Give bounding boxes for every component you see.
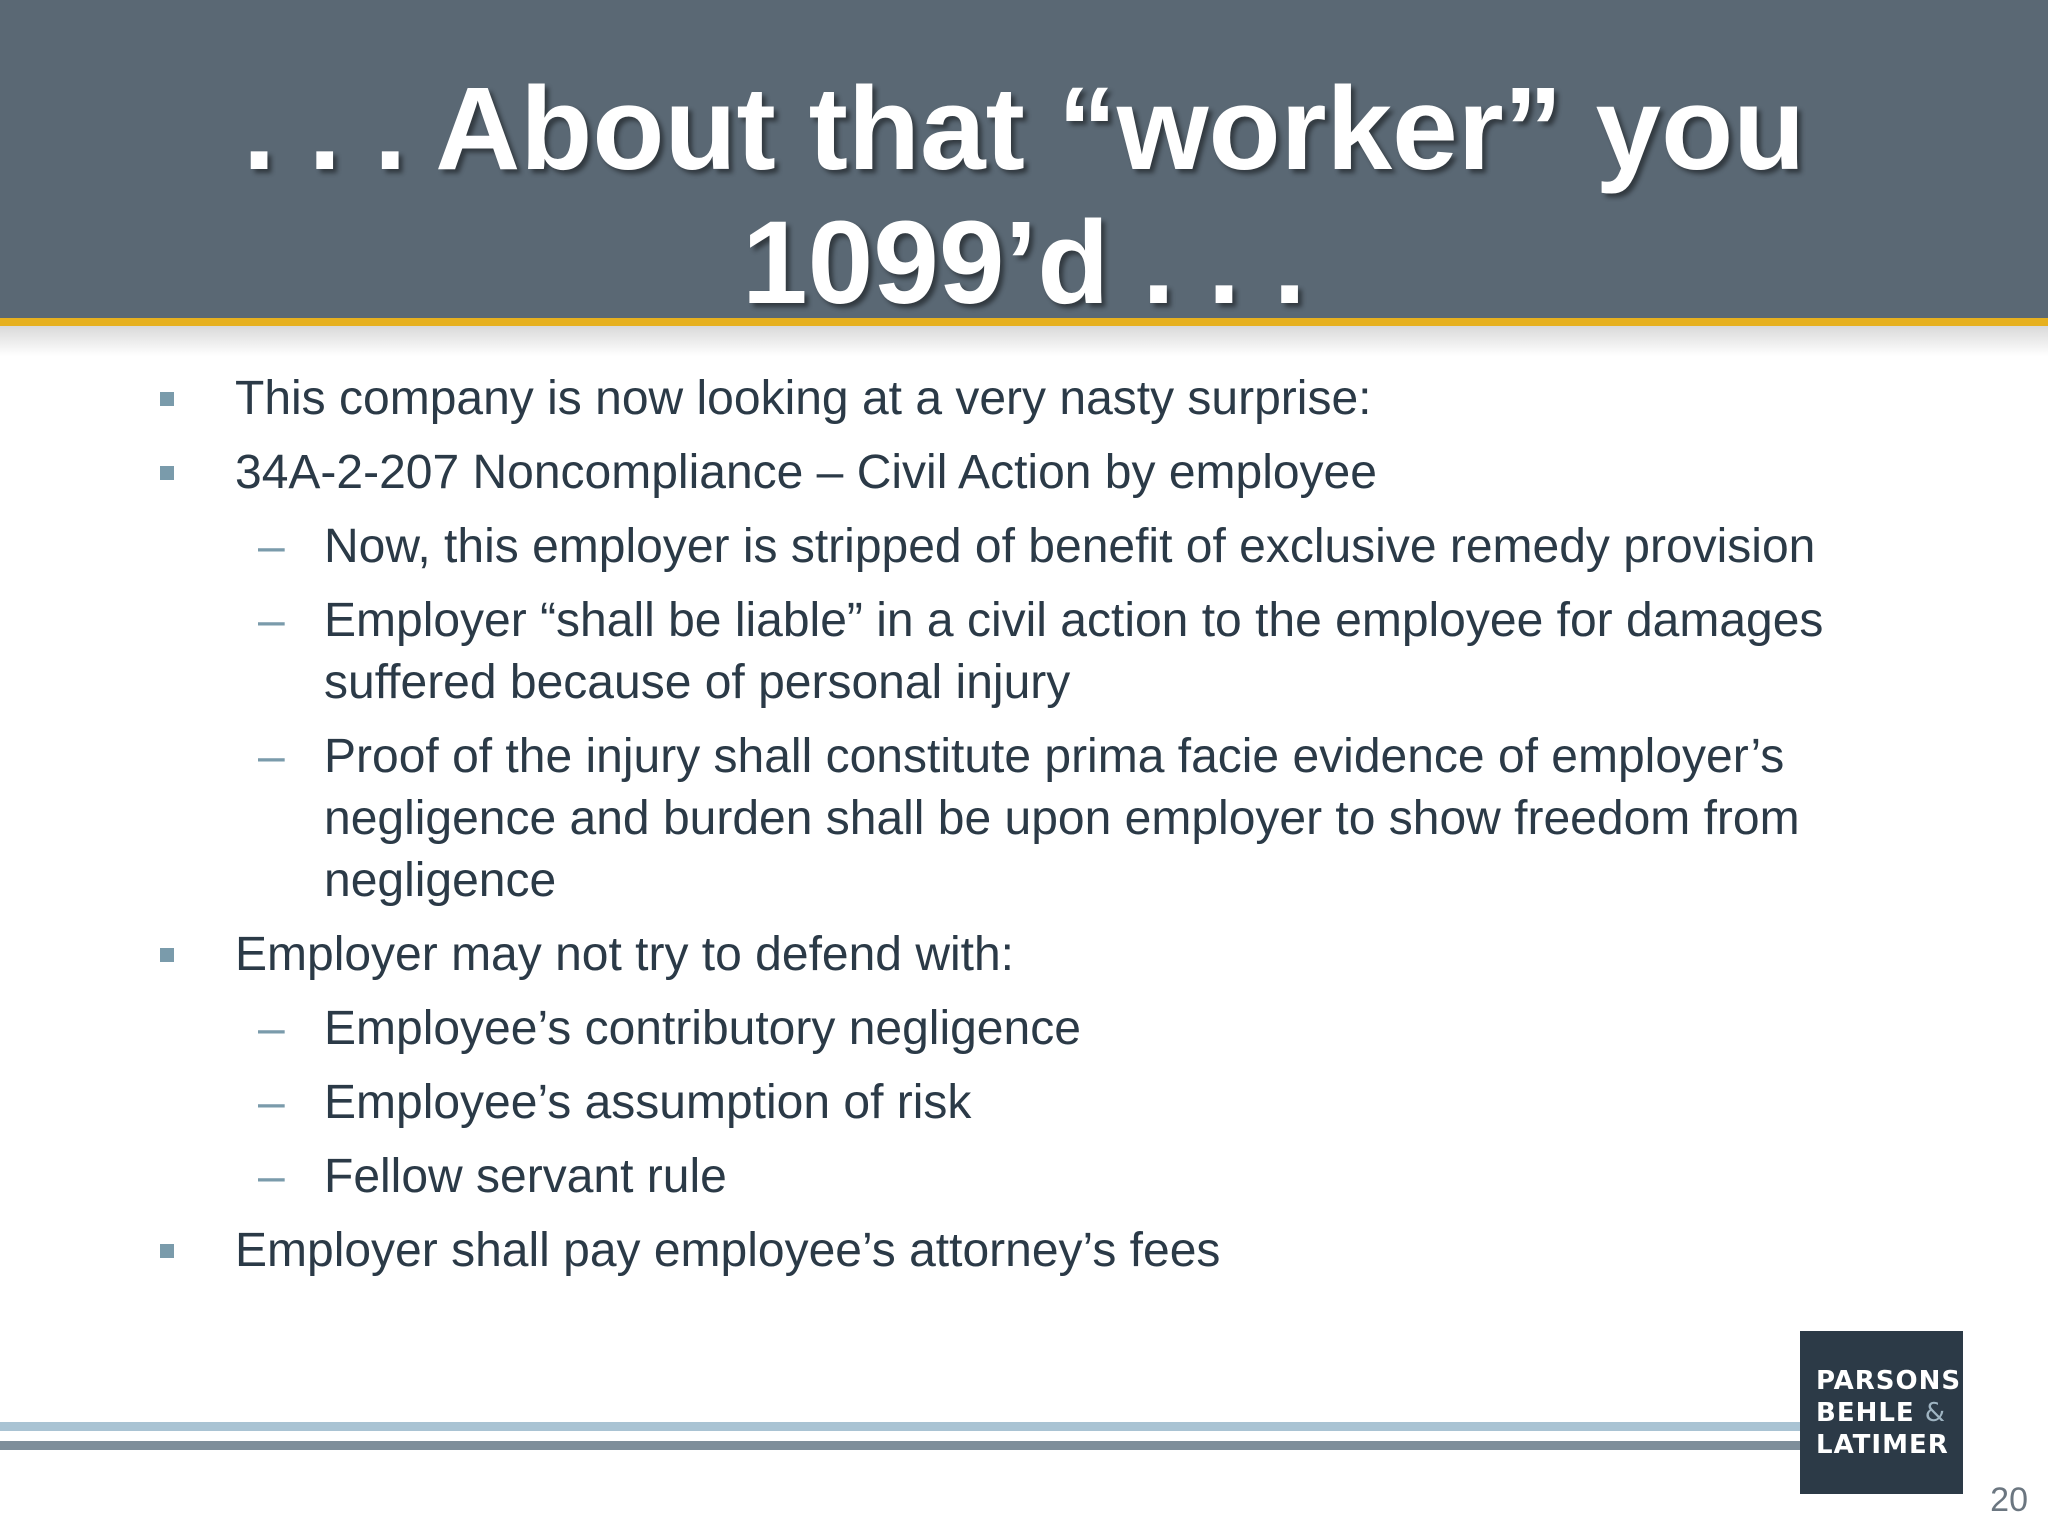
square-bullet-icon	[160, 948, 174, 962]
sub-bullet-text: Fellow servant rule	[324, 1150, 727, 1203]
sub-bullet-item	[0, 1146, 2048, 1208]
bullet-item	[0, 368, 2048, 430]
bullet-item	[0, 924, 2048, 986]
slide-title-line-2: 1099’d . . .	[741, 197, 1307, 329]
sub-bullet-text: Employer “shall be liable” in a civil action to the employee for damages suffered because of personal injury	[324, 594, 1824, 709]
logo-ampersand: &	[1924, 1397, 1947, 1428]
sub-bullet-item	[0, 516, 2048, 578]
bullet-text: This company is now looking at a very nasty surprise:	[235, 372, 1372, 425]
bullet-text: Employer shall pay employee’s attorney’s fees	[235, 1224, 1221, 1277]
square-bullet-icon	[160, 1244, 174, 1258]
firm-logo	[1800, 1331, 1963, 1494]
square-bullet-icon	[160, 392, 174, 406]
footer-rule-dark	[0, 1441, 1800, 1450]
logo-line-3: LATIMER	[1816, 1429, 1949, 1460]
sub-bullet-text: Now, this employer is stripped of benefit of exclusive remedy provision	[324, 520, 1816, 573]
sub-bullet-text: Employee’s contributory negligence	[324, 1002, 1081, 1055]
dash-bullet-icon: –	[258, 1150, 285, 1203]
bullet-text: 34A-2-207 Noncompliance – Civil Action by employee	[235, 446, 1377, 499]
slide-title-line-1: . . . About that “worker” you	[242, 63, 1806, 195]
logo-line-1: PARSONS	[1816, 1365, 1962, 1396]
bullet-item	[0, 1220, 2048, 1282]
dash-bullet-icon: –	[258, 594, 285, 647]
sub-bullet-text: Employee’s assumption of risk	[324, 1076, 972, 1129]
bullet-list	[0, 368, 2048, 1294]
sub-bullet-item	[0, 998, 2048, 1060]
dash-bullet-icon: –	[258, 1002, 285, 1055]
slide-title	[0, 62, 2048, 330]
bullet-text: Employer may not try to defend with:	[235, 928, 1015, 981]
sub-bullet-item	[0, 726, 2048, 912]
logo-line-2	[1816, 1397, 1963, 1429]
dash-bullet-icon: –	[258, 520, 285, 573]
footer-rule-light	[0, 1422, 1800, 1431]
square-bullet-icon	[160, 466, 174, 480]
sub-bullet-item	[0, 1072, 2048, 1134]
sub-bullet-item	[0, 590, 2048, 714]
page-number: 20	[1990, 1481, 2028, 1519]
dash-bullet-icon: –	[258, 1076, 285, 1129]
sub-bullet-text: Proof of the injury shall constitute prima facie evidence of employer’s negligence and burden shall be upon employer to show freedom from negligence	[324, 730, 1800, 907]
bullet-item	[0, 442, 2048, 504]
dash-bullet-icon: –	[258, 730, 285, 783]
logo-word-behle: BEHLE	[1816, 1397, 1915, 1428]
title-shadow	[0, 326, 2048, 356]
